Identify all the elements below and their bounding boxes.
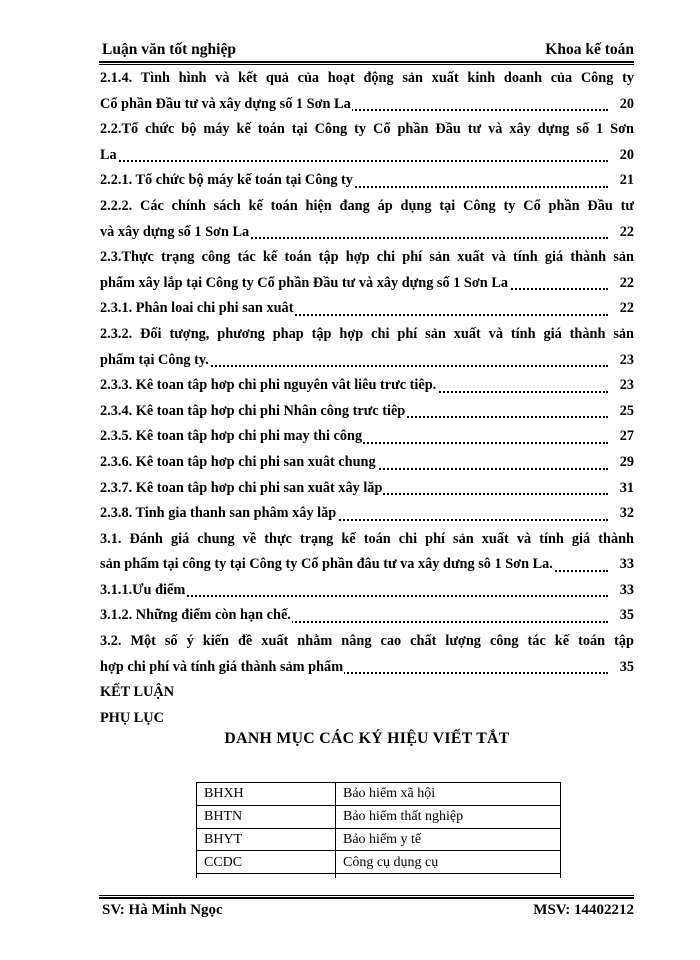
toc-page-number: 20 — [619, 92, 634, 118]
toc-entry — [100, 348, 634, 374]
abbreviation-meaning: Bảo hiểm y tế — [336, 828, 561, 851]
toc-entry-text: 2.2.Tổ chức bộ máy kế toán tại Công ty Cổ phần Đầu tư và xây dựng số 1 Sơn — [100, 121, 634, 138]
header-rule-thin — [99, 64, 634, 65]
toc-entry-text: PHỤ LỤC — [100, 709, 164, 726]
toc-page-number: 23 — [619, 373, 634, 399]
abbreviation-code: BHTN — [197, 805, 336, 828]
toc-entry — [100, 245, 634, 271]
toc-entry-text: 2.3.1. Phân loai chi phi san xuât — [100, 296, 294, 322]
toc-page-number: 25 — [619, 399, 634, 425]
toc-page-number: 22 — [619, 271, 634, 297]
toc-page-number: 29 — [619, 450, 634, 476]
toc-entry-text: 3.2. Một số ý kiến đề xuất nhằm nâng cao chất lượng công tác kế toán tập — [100, 633, 634, 650]
toc-page-number: 22 — [619, 220, 634, 246]
toc-entry — [100, 527, 634, 553]
toc-entry — [100, 92, 634, 118]
toc-entry — [100, 220, 634, 246]
toc-entry — [100, 296, 634, 322]
toc-entry-text: 3.1.2. Những điểm còn hạn chế. — [100, 603, 292, 629]
toc-entry-text: 2.1.4. Tình hình và kết quả của hoạt động sản xuất kinh doanh của Công ty — [100, 70, 634, 86]
toc-entry — [100, 501, 634, 527]
footer-rule-thin — [99, 895, 634, 896]
abbreviations-table — [196, 782, 561, 878]
toc-page-number: 35 — [619, 603, 634, 629]
toc-page-number: 32 — [619, 501, 634, 527]
toc-entry-text: 3.1. Đánh giá chung về thực trạng kế toán chi phí sản xuất và tính giá thành — [100, 530, 634, 547]
header-faculty-label: Khoa kế toán — [545, 41, 634, 58]
toc-entry-text: 2.3.3. Kê toan tâp hơp chi phi nguyên vât liêu trưc tiêp. — [100, 373, 437, 399]
abbreviations-table-wrapper — [196, 782, 561, 878]
toc-entry-text: 2.2.1. Tổ chức bộ máy kế toán tại Công ty — [100, 168, 354, 194]
toc-page-number: 27 — [619, 424, 634, 450]
toc-dot-leader — [100, 160, 608, 162]
toc-entry — [100, 552, 634, 578]
toc-entry-text: 2.3.7. Kê toan tâp hơp chi phi san xuât xây lăp — [100, 476, 383, 502]
toc-entry — [100, 66, 634, 92]
toc-page-number: 35 — [619, 655, 634, 681]
toc-entry — [100, 629, 634, 655]
toc-entry — [100, 578, 634, 604]
header-thesis-label: Luận văn tốt nghiệp — [102, 41, 236, 58]
toc-entry — [100, 655, 634, 681]
abbreviation-code-empty — [197, 874, 336, 878]
toc-entry — [100, 373, 634, 399]
toc-entry-text: La — [100, 143, 118, 169]
abbreviation-code: CCDC — [197, 851, 336, 874]
table-of-contents — [100, 66, 634, 731]
abbreviation-meaning: Bảo hiểm xã hội — [336, 783, 561, 806]
toc-page-number: 20 — [619, 143, 634, 169]
toc-page-number: 22 — [619, 296, 634, 322]
toc-entry-text: 2.3.8. Tinh gia thanh san phâm xây lăp — [100, 501, 337, 527]
toc-page-number: 21 — [619, 168, 634, 194]
abbreviation-row — [197, 851, 561, 874]
abbreviation-row — [197, 805, 561, 828]
toc-entry — [100, 424, 634, 450]
toc-entry — [100, 117, 634, 143]
toc-entry-text: 2.3.5. Kê toan tâp hơp chi phi may thi công — [100, 424, 363, 450]
toc-entry-text: hợp chi phí và tính giá thành sảm phẩm — [100, 655, 344, 681]
toc-entry — [100, 680, 634, 706]
toc-page-number: 23 — [619, 348, 634, 374]
toc-entry-text: và xây dựng số 1 Sơn La — [100, 220, 250, 246]
abbreviation-row — [197, 783, 561, 806]
toc-entry-text: 3.1.1.Ưu điểm — [100, 578, 186, 604]
footer-rule — [99, 897, 634, 899]
toc-entry-text: Cổ phần Đầu tư và xây dựng số 1 Sơn La — [100, 92, 352, 118]
abbreviation-row — [197, 828, 561, 851]
toc-entry — [100, 450, 634, 476]
toc-entry — [100, 476, 634, 502]
toc-entry-text: 2.3.Thực trạng công tác kế toán tập hợp chi phí sản xuất và tính giá thành sản — [100, 249, 634, 266]
footer-student-name: SV: Hà Minh Ngọc — [102, 902, 223, 918]
page-header — [100, 40, 634, 62]
toc-entry-text: sản phẩm tại công ty tại Công ty Cổ phần đâu tư va xây dưng sô 1 Sơn La. — [100, 552, 554, 578]
abbreviations-title: DANH MỤC CÁC KÝ HIỆU VIẾT TẮT — [224, 730, 510, 747]
abbreviation-code: BHYT — [197, 828, 336, 851]
toc-entry — [100, 322, 634, 348]
toc-entry — [100, 168, 634, 194]
toc-entry-text: 2.3.2. Đối tượng, phương phap tập hợp chi phí sản xuất và tính giá thành sản — [100, 325, 634, 342]
page-footer — [100, 902, 634, 924]
toc-entry — [100, 399, 634, 425]
toc-page-number: 33 — [619, 552, 634, 578]
toc-entry-text: 2.3.4. Kê toan tâp hơp chi phi Nhân công trưc tiêp — [100, 399, 406, 425]
toc-entry — [100, 194, 634, 220]
toc-page-number: 31 — [619, 476, 634, 502]
toc-entry — [100, 603, 634, 629]
toc-entry-text: phẩm tại Công ty. — [100, 348, 210, 374]
abbreviation-meaning-empty — [336, 874, 561, 878]
toc-entry-text: 2.3.6. Kê toan tâp hơp chi phi san xuât chung — [100, 450, 377, 476]
toc-entry — [100, 143, 634, 169]
abbreviation-code: BHXH — [197, 783, 336, 806]
header-rule — [99, 61, 634, 63]
abbreviation-meaning: Công cụ dụng cụ — [336, 851, 561, 874]
toc-entry-text: KẾT LUẬN — [100, 684, 175, 701]
abbreviation-row-cutoff — [197, 874, 561, 878]
toc-entry-text: phẩm xây lắp tại Công ty Cổ phần Đầu tư và xây dựng số 1 Sơn La — [100, 271, 509, 297]
toc-entry — [100, 271, 634, 297]
toc-entry-text: 2.2.2. Các chính sách kế toán hiện đang áp dụng tại Công ty Cổ phần Đầu tư — [100, 197, 634, 214]
abbreviation-meaning: Bảo hiểm thất nghiệp — [336, 805, 561, 828]
toc-page-number: 33 — [619, 578, 634, 604]
footer-student-id: MSV: 14402212 — [533, 902, 634, 918]
toc-entry — [100, 706, 634, 732]
